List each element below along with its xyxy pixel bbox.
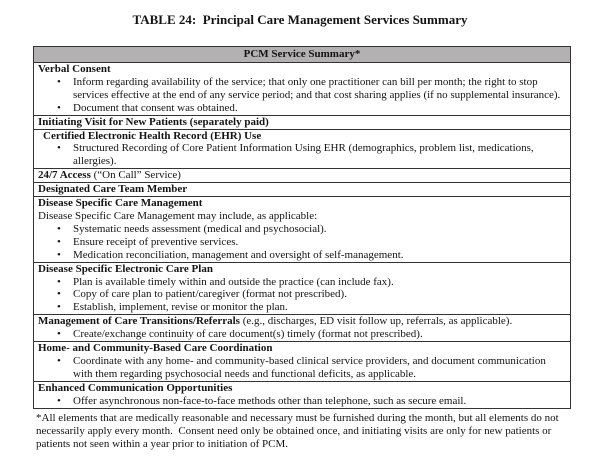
bullet-item: • Copy of care plan to patient/caregiver (format not prescribed). [38, 288, 565, 301]
pcm-service-summary-table [33, 46, 571, 409]
table-header-cell: PCM Service Summary* [34, 47, 570, 63]
bullet-item: • Medication reconciliation, management and oversight of self-management. [38, 249, 565, 262]
row-intro-text: Disease Specific Care Management may include, as applicable: [38, 209, 318, 222]
table-row [34, 169, 570, 183]
row-heading-suffix: (e.g., discharges, ED visit follow up, referrals, as applicable). [239, 315, 513, 328]
row-heading: Initiating Visit for New Patients (separately paid) [38, 115, 269, 128]
row-heading-suffix: (“On Call” Service) [90, 169, 181, 182]
row-heading: Enhanced Communication Opportunities [38, 381, 233, 394]
table-row [34, 63, 570, 116]
bullet-item: • Ensure receipt of preventive services. [38, 236, 565, 249]
row-heading: Disease Specific Electronic Care Plan [38, 262, 213, 275]
table-row [34, 263, 570, 316]
row-heading: Designated Care Team Member [38, 183, 188, 196]
table-row [34, 315, 570, 342]
table-row [34, 183, 570, 197]
table-row [34, 130, 570, 170]
row-heading: Home- and Community-Based Care Coordination [38, 342, 273, 355]
table-footnote: *All elements that are medically reasonable and necessary must be furnished during the month, but all elements do not necessarily apply every month. Consent need only be obtained once, and initiating visits are only for new patients or patients not seen within a year prior to initiation of PCM. [36, 411, 562, 451]
bullet-item: • Coordinate with any home- and community-based clinical service providers, and document communication with them regarding psychosocial needs and functional deficits, as applicable. [38, 355, 565, 381]
table-row [34, 116, 570, 130]
row-heading: Verbal Consent [38, 63, 111, 75]
row-heading: Management of Care Transitions/Referrals (e.g., discharges, ED visit follow up, referrals, as applicable). [38, 315, 513, 328]
bullet-item: • Document that consent was obtained. [38, 102, 565, 115]
table-row [34, 197, 570, 263]
bullet-item: • Create/exchange continuity of care document(s) timely (format not prescribed). [38, 328, 565, 341]
bullet-item: • Offer asynchronous non-face-to-face methods other than telephone, such as secure email. [38, 395, 565, 408]
table-row [34, 382, 570, 408]
bullet-item: • Systematic needs assessment (medical and psychosocial). [38, 223, 565, 236]
bullet-item: • Establish, implement, revise or monitor the plan. [38, 301, 565, 314]
row-heading: Certified Electronic Health Record (EHR) Use [43, 129, 262, 142]
row-heading: Disease Specific Care Management [38, 197, 203, 210]
bullet-item: • Inform regarding availability of the service; that only one practitioner can bill per month; the right to stop services effective at the end of any service period; and that cost sharing applies (if no supplemental insurance). [38, 76, 565, 102]
bullet-item: • Structured Recording of Core Patient Information Using EHR (demographics, problem list, medications, allergies). [38, 142, 565, 168]
table-title: TABLE 24: Principal Care Management Services Summary [132, 12, 468, 27]
table-body [34, 63, 570, 408]
table-row [34, 342, 570, 382]
row-heading: 24/7 Access (“On Call” Service) [38, 169, 181, 182]
bullet-item: • Plan is available timely within and outside the practice (can include fax). [38, 276, 565, 289]
